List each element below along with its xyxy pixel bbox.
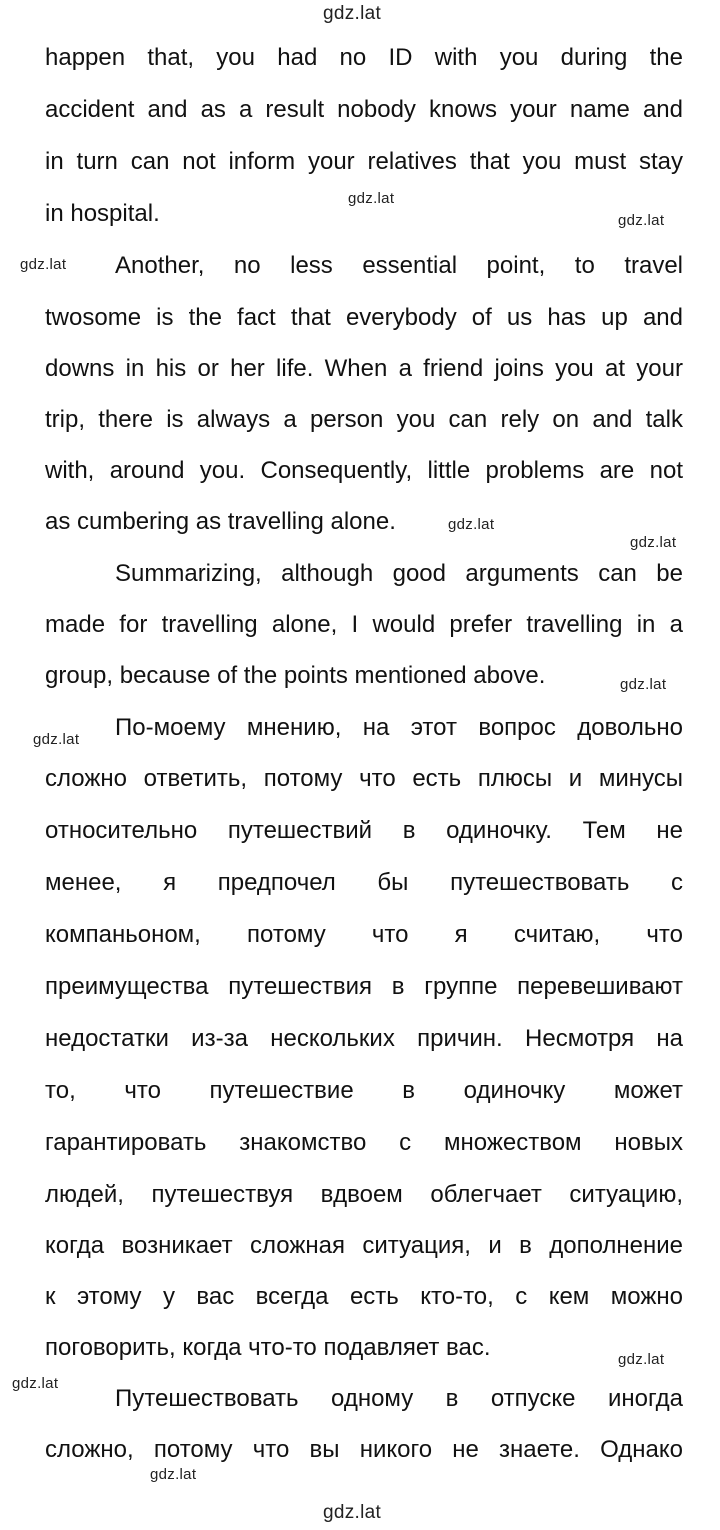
text-line: сложно, потому что вы никого не знаете. Однако (45, 1436, 683, 1463)
text-line: happen that, you had no ID with you during the (45, 44, 683, 71)
text-line: Another, no less essential point, to travel (115, 252, 683, 279)
watermark: gdz.lat (620, 676, 667, 693)
text-line: twosome is the fact that everybody of us has up and (45, 304, 683, 331)
watermark: gdz.lat (448, 516, 495, 533)
text-line: к этому у вас всегда есть кто-то, с кем можно (45, 1283, 683, 1310)
text-line: людей, путешествуя вдвоем облегчает ситуацию, (45, 1181, 683, 1208)
watermark: gdz.lat (618, 1351, 665, 1368)
text-line: group, because of the points mentioned above. (45, 662, 546, 689)
watermark: gdz.lat (630, 534, 677, 551)
watermark: gdz.lat (348, 190, 395, 207)
text-line: in hospital. (45, 200, 160, 227)
text-line: гарантировать знакомство с множеством новых (45, 1129, 683, 1156)
text-line: относительно путешествий в одиночку. Тем не (45, 817, 683, 844)
text-line: Summarizing, although good arguments can be (115, 560, 683, 587)
text-line: По-моему мнению, на этот вопрос довольно (115, 714, 683, 741)
text-line: trip, there is always a person you can rely on and talk (45, 406, 683, 433)
text-line: downs in his or her life. When a friend joins you at your (45, 355, 683, 382)
text-line: недостатки из-за нескольких причин. Несмотря на (45, 1025, 683, 1052)
text-line: когда возникает сложная ситуация, и в дополнение (45, 1232, 683, 1259)
text-line: with, around you. Consequently, little problems are not (45, 457, 683, 484)
watermark: gdz.lat (33, 731, 80, 748)
text-line: in turn can not inform your relatives that you must stay (45, 148, 683, 175)
text-line: менее, я предпочел бы путешествовать с (45, 869, 683, 896)
text-line: accident and as a result nobody knows your name and (45, 96, 683, 123)
text-line: as cumbering as travelling alone. (45, 508, 396, 535)
text-line: то, что путешествие в одиночку может (45, 1077, 683, 1104)
watermark: gdz.lat (323, 1502, 382, 1523)
text-line: поговорить, когда что-то подавляет вас. (45, 1334, 491, 1361)
text-line: компаньоном, потому что я считаю, что (45, 921, 683, 948)
watermark: gdz.lat (20, 256, 67, 273)
watermark: gdz.lat (618, 212, 665, 229)
text-line: сложно ответить, потому что есть плюсы и минусы (45, 765, 683, 792)
watermark: gdz.lat (12, 1375, 59, 1392)
watermark: gdz.lat (150, 1466, 197, 1483)
text-line: made for travelling alone, I would prefer travelling in a (45, 611, 683, 638)
text-line: преимущества путешествия в группе перевешивают (45, 973, 683, 1000)
text-line: Путешествовать одному в отпуске иногда (115, 1385, 683, 1412)
watermark: gdz.lat (323, 3, 382, 24)
